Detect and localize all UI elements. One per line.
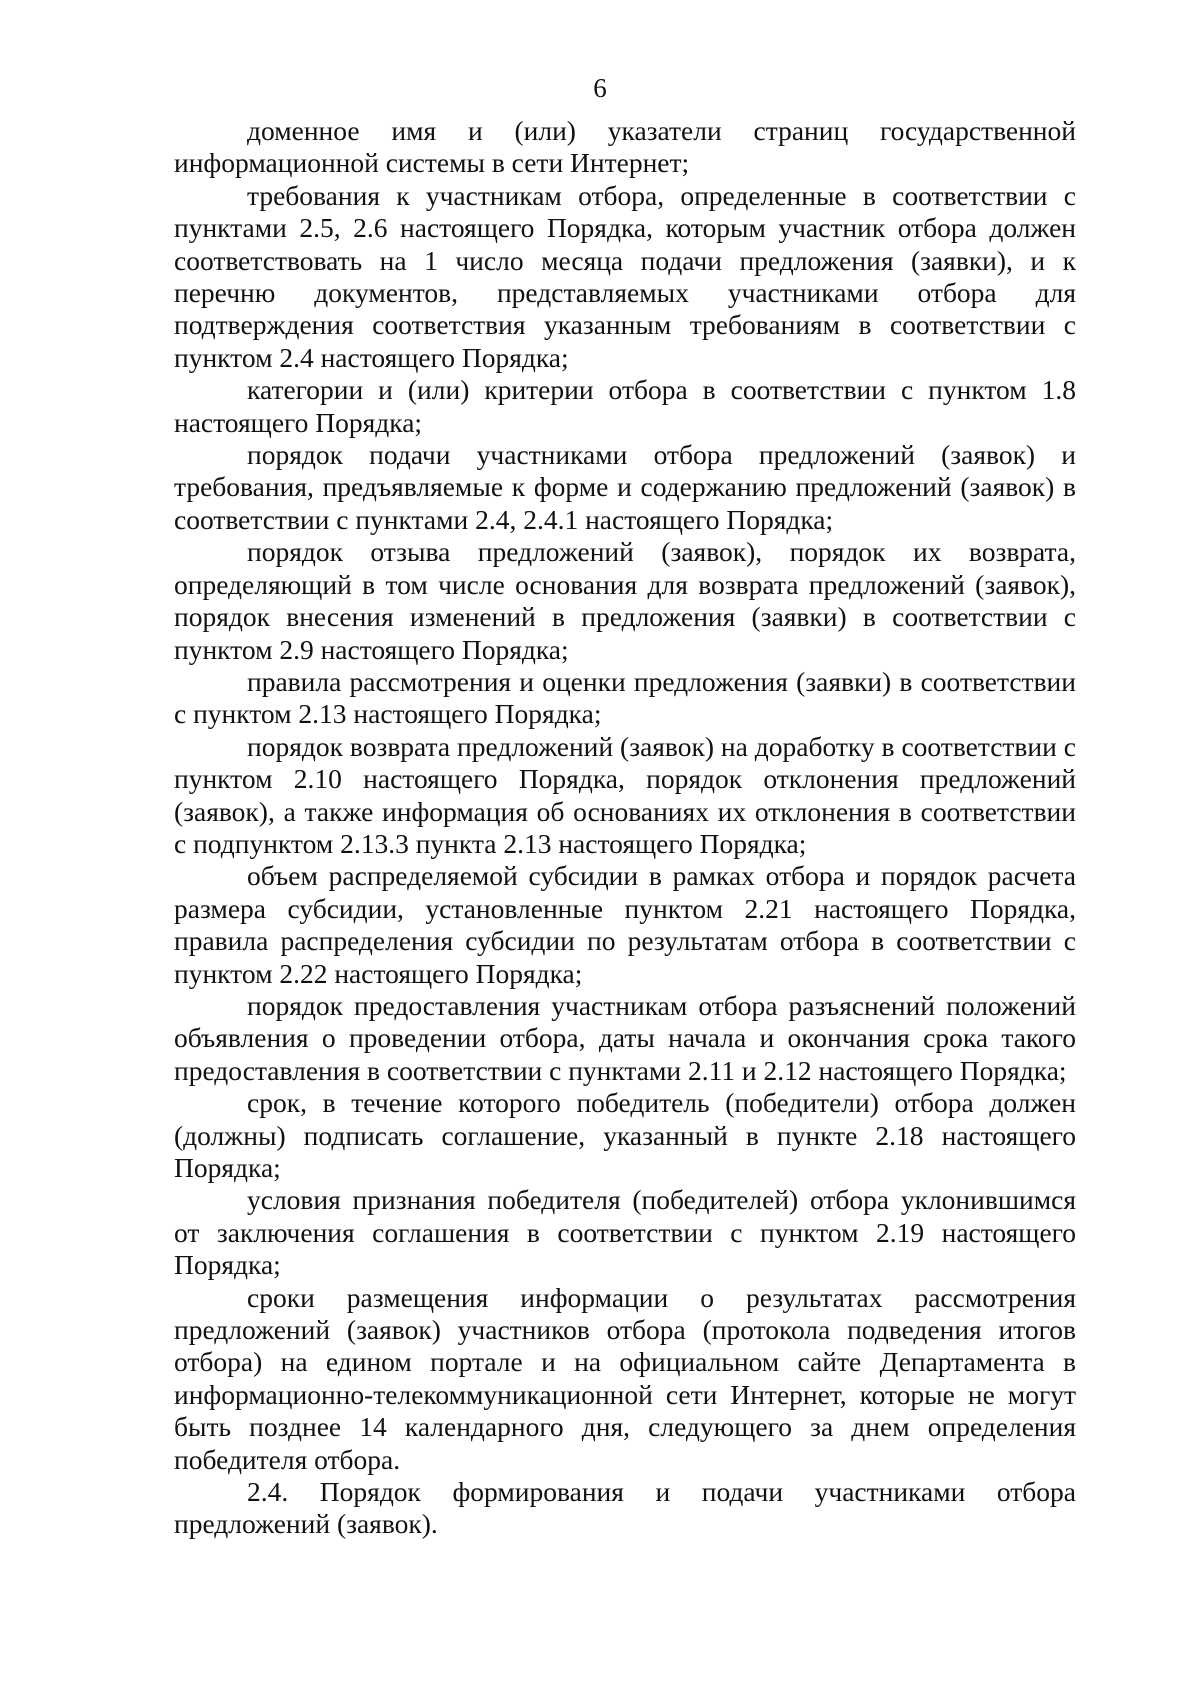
paragraph-clarifications: порядок предоставления участникам отбора разъяснений положений объявления о проведении отбора, даты начала и окончания срока такого предоставления в соответствии с пунктами 2.11 и 2.12 настоящего Порядка; [174, 989, 1076, 1086]
paragraph-return-for-revision: порядок возврата предложений (заявок) на доработку в соответствии с пунктом 2.10 настоящего Порядка, порядок отклонения предложений (заявок), а также информация об основаниях их отклонения в соответствии с подпунктом 2.13.3 пункта 2.13 настоящего Порядка; [174, 730, 1076, 859]
paragraph-withdrawal-procedure: порядок отзыва предложений (заявок), порядок их возврата, определяющий в том числе основания для возврата предложений (заявок), порядок внесения изменений в предложения (заявки) в соответствии с пунктом 2.9 настоящего Порядка; [174, 536, 1076, 665]
paragraph-agreement-deadline: срок, в течение которого победитель (победители) отбора должен (должны) подписать соглашение, указанный в пункте 2.18 настоящего Порядка; [174, 1087, 1076, 1183]
section-heading-2-4: 2.4. Порядок формирования и подачи участниками отбора предложений (заявок). [174, 1476, 1076, 1540]
page-number: 6 [593, 73, 607, 103]
paragraph-submission-procedure: порядок подачи участниками отбора предложений (заявок) и требования, предъявляемые к форме и содержанию предложений (заявок) в соответствии с пунктами 2.4, 2.4.1 настоящего Порядка; [174, 439, 1076, 535]
paragraph-subsidy-volume: объем распределяемой субсидии в рамках отбора и порядок расчета размера субсидии, установленные пунктом 2.21 настоящего Порядка, правила распределения субсидии по результатам отбора в соответствии с пунктом 2.22 настоящего Порядка; [174, 860, 1076, 989]
document-body [174, 115, 1076, 1541]
paragraph-results-publication: сроки размещения информации о результатах рассмотрения предложений (заявок) участников отбора (протокола подведения итогов отбора) на едином портале и на официальном сайте Департамента в информационно-телекоммуникационной сети Интернет, которые не могут быть позднее 14 календарного дня, следующего за днем определения победителя отбора. [174, 1281, 1076, 1475]
paragraph-selection-categories: категории и (или) критерии отбора в соответствии с пунктом 1.8 настоящего Порядка; [174, 374, 1076, 438]
paragraph-domain-name: доменное имя и (или) указатели страниц государственной информационной системы в сети Интернет; [174, 115, 1076, 179]
paragraph-evasion-conditions: условия признания победителя (победителей) отбора уклонившимся от заключения соглашения в соответствии с пунктом 2.19 настоящего Порядка; [174, 1184, 1076, 1281]
paragraph-participant-requirements: требования к участникам отбора, определенные в соответствии с пунктами 2.5, 2.6 настоящего Порядка, которым участник отбора должен соответствовать на 1 число месяца подачи предложения (заявки), и к перечню документов, представляемых участниками отбора для подтверждения соответствия указанным требованиям в соответствии с пунктом 2.4 настоящего Порядка; [174, 179, 1076, 373]
paragraph-review-rules: правила рассмотрения и оценки предложения (заявки) в соответствии с пунктом 2.13 настоящего Порядка; [174, 665, 1076, 730]
